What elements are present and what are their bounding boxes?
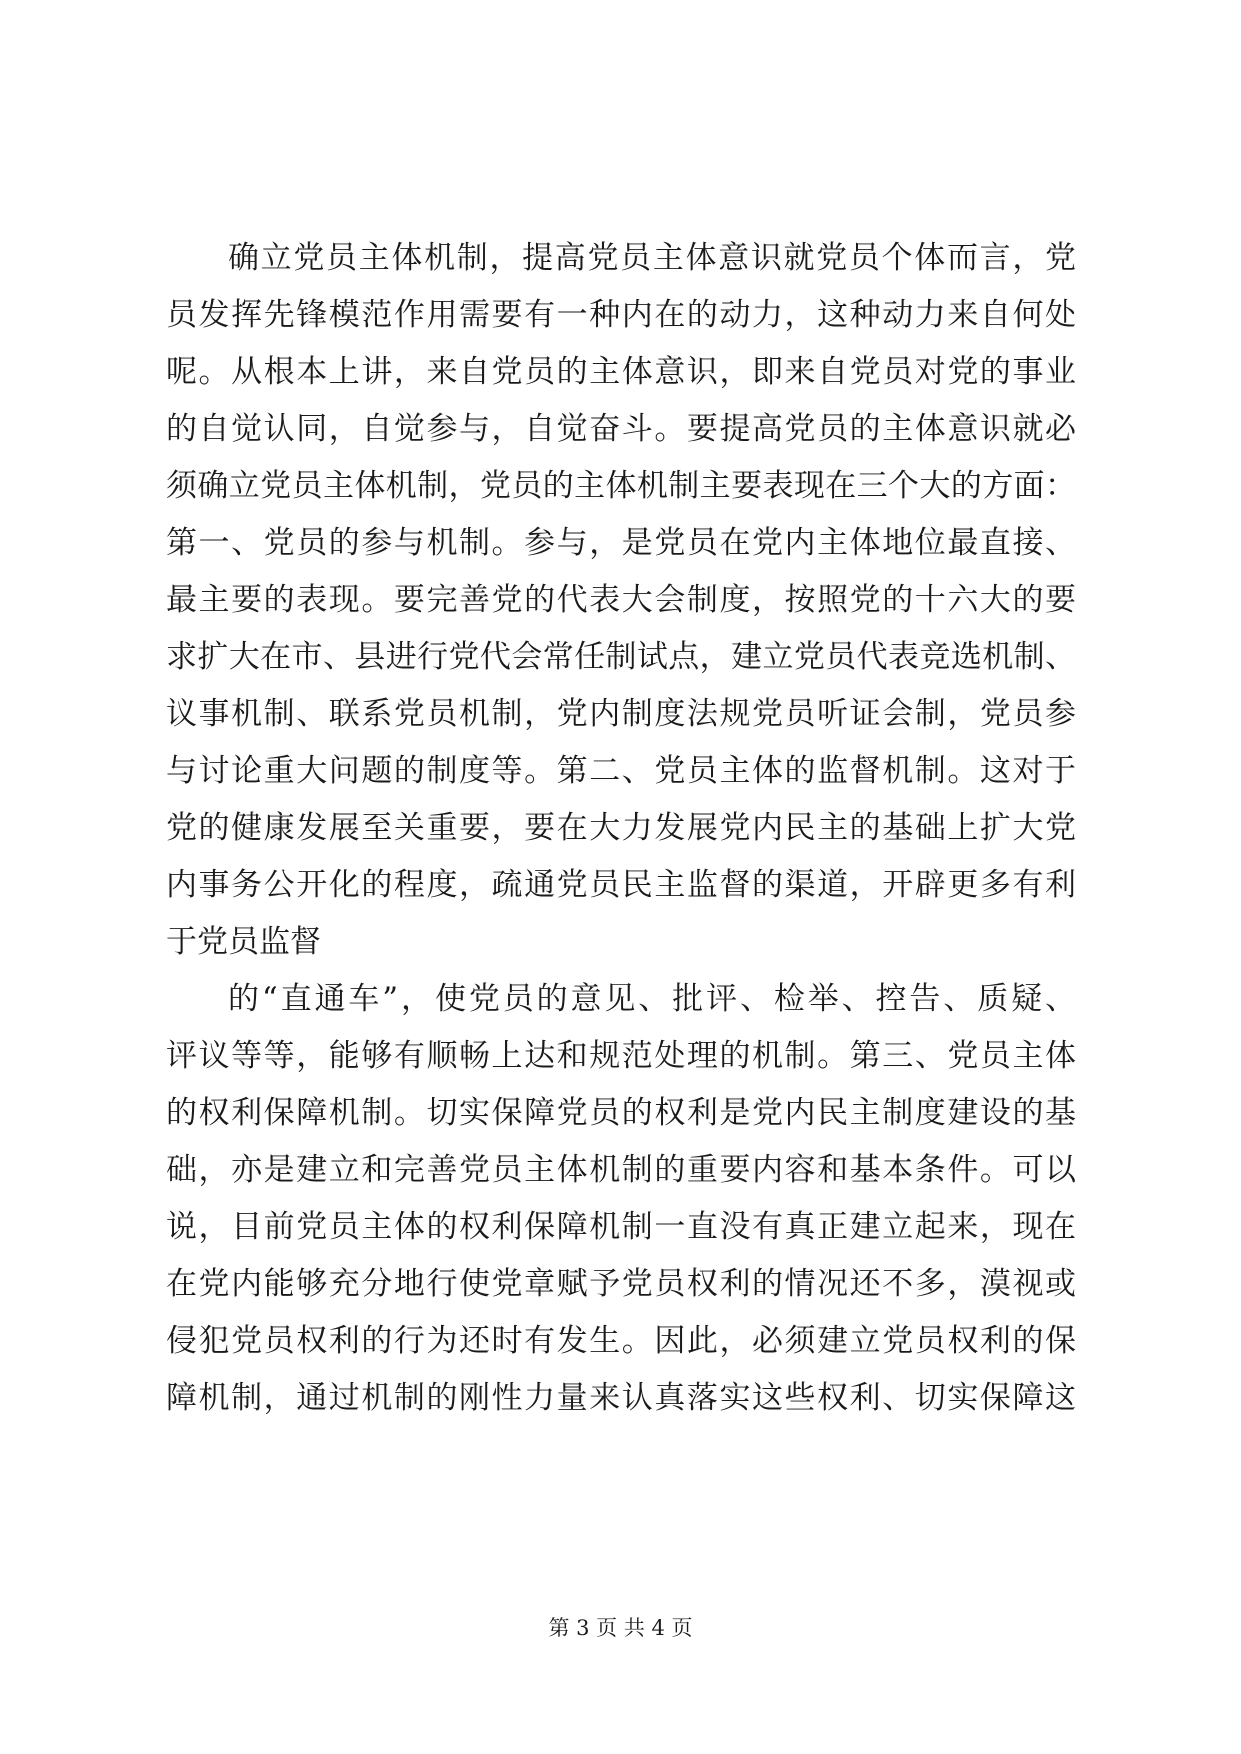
- text-line: 须确立党员主体机制，党员的主体机制主要表现在三个大的方面：: [166, 468, 1076, 504]
- text-line: 内事务公开化的程度，疏通党员民主监督的渠道，开辟更多有利: [166, 867, 1076, 903]
- text-line: 说，目前党员主体的权利保障机制一直没有真正建立起来，现在: [166, 1209, 1076, 1245]
- text-line: 础，亦是建立和完善党员主体机制的重要内容和基本条件。可以: [166, 1152, 1076, 1188]
- text-line: 于党员监督: [166, 924, 321, 960]
- text-line: 侵犯党员权利的行为还时有发生。因此，必须建立党员权利的保: [166, 1323, 1076, 1359]
- text-line: 的自觉认同，自觉参与，自觉奋斗。要提高党员的主体意识就必: [166, 411, 1076, 447]
- page-number-footer: 第 3 页 共 4 页: [548, 1616, 693, 1640]
- body-text: [166, 230, 1076, 1427]
- text-line: 呢。从根本上讲，来自党员的主体意识，即来自党员对党的事业: [166, 354, 1076, 390]
- text-line: 的“直通车”，使党员的意见、批评、检举、控告、质疑、: [228, 981, 1076, 1017]
- text-line: 确立党员主体机制，提高党员主体意识就党员个体而言，党: [228, 240, 1076, 276]
- text-line: 与讨论重大问题的制度等。第二、党员主体的监督机制。这对于: [166, 753, 1076, 789]
- text-line: 的权利保障机制。切实保障党员的权利是党内民主制度建设的基: [166, 1095, 1076, 1131]
- text-line: 员发挥先锋模范作用需要有一种内在的动力，这种动力来自何处: [166, 297, 1076, 333]
- text-line: 党的健康发展至关重要，要在大力发展党内民主的基础上扩大党: [166, 810, 1076, 846]
- text-line: 障机制，通过机制的刚性力量来认真落实这些权利、切实保障这: [166, 1380, 1076, 1416]
- text-line: 第一、党员的参与机制。参与，是党员在党内主体地位最直接、: [166, 525, 1076, 561]
- text-line: 求扩大在市、县进行党代会常任制试点，建立党员代表竞选机制、: [166, 639, 1076, 675]
- text-line: 议事机制、联系党员机制，党内制度法规党员听证会制，党员参: [166, 696, 1076, 732]
- text-line: 在党内能够充分地行使党章赋予党员权利的情况还不多，漠视或: [166, 1266, 1076, 1302]
- text-line: 评议等等，能够有顺畅上达和规范处理的机制。第三、党员主体: [166, 1038, 1076, 1074]
- text-line: 最主要的表现。要完善党的代表大会制度，按照党的十六大的要: [166, 582, 1076, 618]
